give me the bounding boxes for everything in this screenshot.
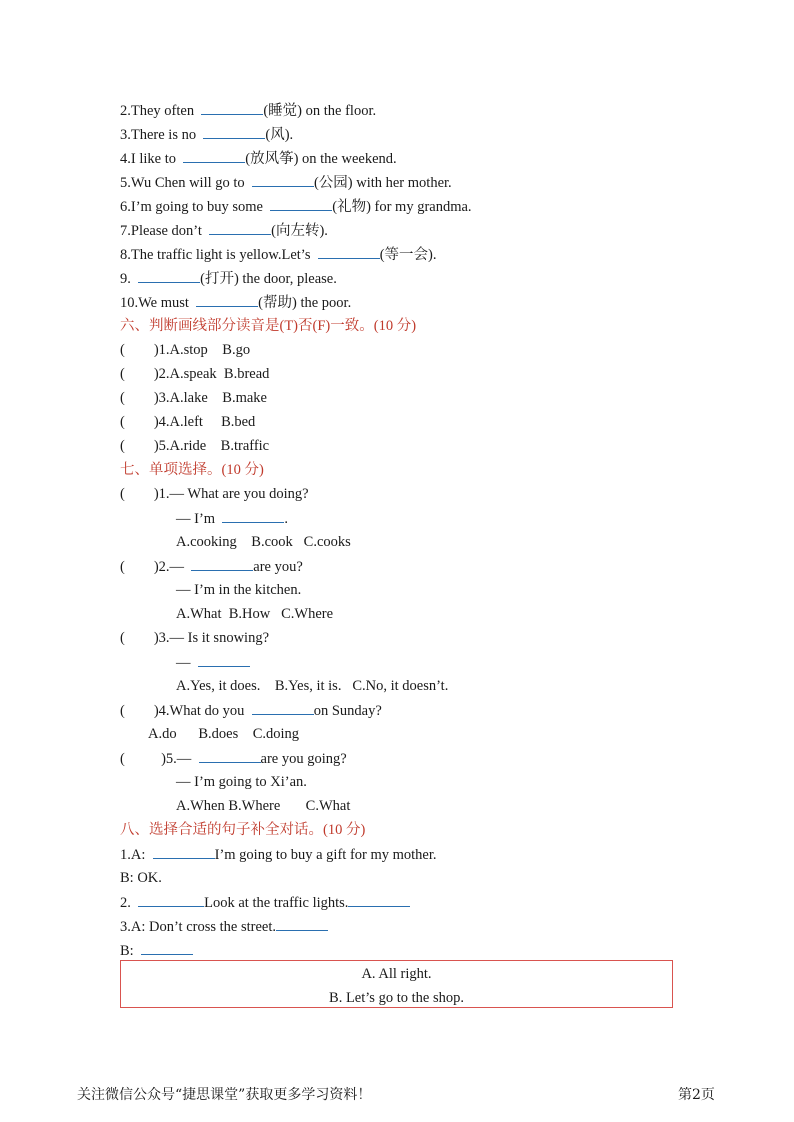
answer-blank[interactable] <box>203 123 265 139</box>
option-a: A. All right. <box>361 966 432 982</box>
answer-blank[interactable] <box>138 267 200 283</box>
mc-question-stem: ( )3.— Is it snowing? <box>120 630 270 646</box>
dialogue-line: 2. Look at the traffic lights. <box>120 891 410 913</box>
mc-question-stem: ( )4.What do you on Sunday? <box>120 699 382 721</box>
mc-question-stem: ( )1.— What are you doing? <box>120 486 309 502</box>
fill-in-item: 5.Wu Chen will go to (公园) with her mother. <box>120 171 452 193</box>
answer-blank[interactable] <box>141 939 193 955</box>
answer-blank[interactable] <box>198 651 250 667</box>
mc-options: A.do B.does C.doing <box>148 726 300 742</box>
answer-blank[interactable] <box>153 843 215 859</box>
answer-blank[interactable] <box>270 195 332 211</box>
answer-blank[interactable] <box>209 219 271 235</box>
mc-options: A.When B.Where C.What <box>176 798 351 814</box>
fill-in-item: 7.Please don’t (向左转). <box>120 219 328 241</box>
section-6-heading: 六、判断画线部分读音是(T)否(F)一致。(10 分) <box>120 318 417 334</box>
answer-blank[interactable] <box>201 99 263 115</box>
fill-in-item: 3.There is no (风). <box>120 123 293 145</box>
mc-question-stem: ( )5.— are you going? <box>120 747 347 769</box>
answer-blank[interactable] <box>222 507 284 523</box>
phonics-item: ( )4.A.left B.bed <box>120 414 256 430</box>
dialogue-line: 1.A: I’m going to buy a gift for my mother. <box>120 843 437 865</box>
mc-options: A.Yes, it does. B.Yes, it is. C.No, it doesn’t. <box>176 678 449 694</box>
section-7-heading: 七、单项选择。(10 分) <box>120 462 264 478</box>
dialogue-line: B: OK. <box>120 870 162 886</box>
answer-blank[interactable] <box>318 243 380 259</box>
fill-in-item: 6.I’m going to buy some (礼物) for my grandma. <box>120 195 472 217</box>
page-number: 第2页 <box>678 1087 715 1103</box>
answer-blank[interactable] <box>196 291 258 307</box>
answer-blank[interactable] <box>252 171 314 187</box>
mc-reply: — I’m in the kitchen. <box>176 582 302 598</box>
fill-in-item: 10.We must (帮助) the poor. <box>120 291 351 313</box>
mc-options: A.cooking B.cook C.cooks <box>176 534 351 550</box>
dialogue-line: 3.A: Don’t cross the street. <box>120 915 328 937</box>
phonics-item: ( )1.A.stop B.go <box>120 342 251 358</box>
fill-in-item: 4.I like to (放风筝) on the weekend. <box>120 147 397 169</box>
phonics-item: ( )3.A.lake B.make <box>120 390 267 406</box>
mc-reply: — I’m going to Xi’an. <box>176 774 307 790</box>
dialogue-line: B: <box>120 939 193 961</box>
fill-in-item: 2.They often (睡觉) on the floor. <box>120 99 376 121</box>
answer-blank[interactable] <box>252 699 314 715</box>
answer-blank[interactable] <box>183 147 245 163</box>
option-b: B. Let’s go to the shop. <box>329 990 464 1006</box>
mc-question-stem: ( )2.— are you? <box>120 555 303 577</box>
answer-blank[interactable] <box>199 747 261 763</box>
fill-in-item: 9. (打开) the door, please. <box>120 267 337 289</box>
answer-blank[interactable] <box>138 891 204 907</box>
mc-options: A.What B.How C.Where <box>176 606 334 622</box>
mc-reply: — I’m . <box>176 507 288 529</box>
phonics-item: ( )2.A.speak B.bread <box>120 366 270 382</box>
section-8-heading: 八、选择合适的句子补全对话。(10 分) <box>120 822 366 838</box>
fill-in-item: 8.The traffic light is yellow.Let’s (等一会). <box>120 243 437 265</box>
footer-note: 关注微信公众号“捷思课堂”获取更多学习资料！ <box>77 1087 372 1103</box>
phonics-item: ( )5.A.ride B.traffic <box>120 438 270 454</box>
answer-blank[interactable] <box>276 915 328 931</box>
answer-blank[interactable] <box>191 555 253 571</box>
answer-blank[interactable] <box>348 891 410 907</box>
mc-reply: — <box>176 651 250 673</box>
answer-options-box <box>120 960 673 1008</box>
